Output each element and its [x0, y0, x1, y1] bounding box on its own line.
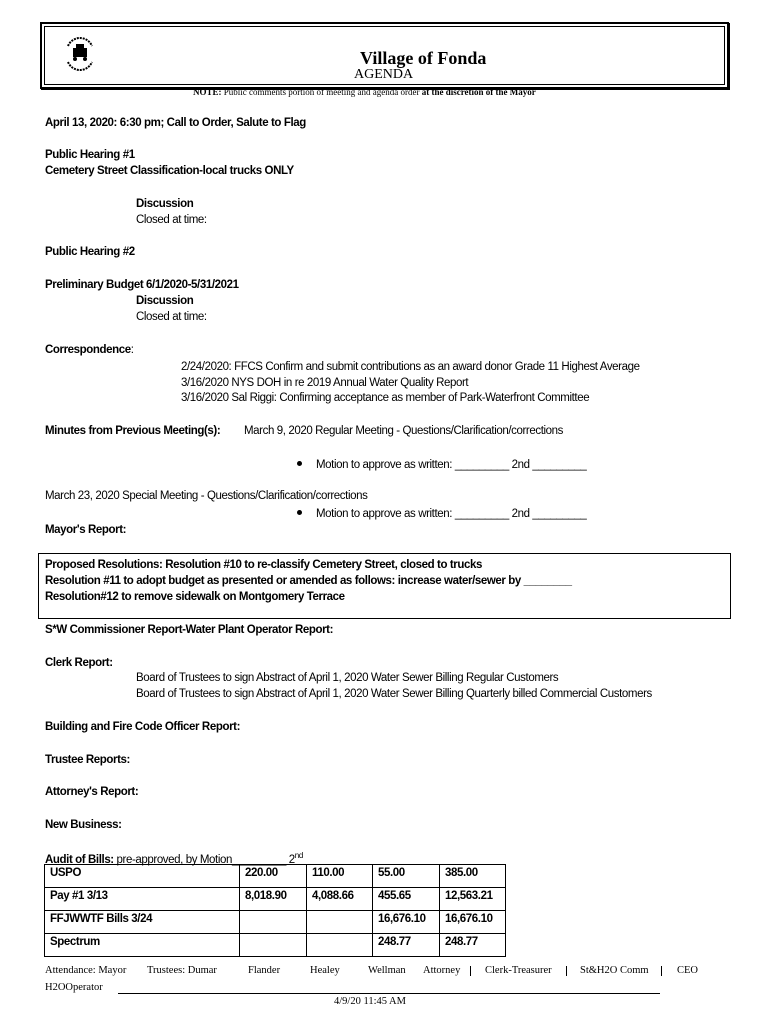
- attendance-mayor: Attendance: Mayor: [45, 965, 127, 976]
- bill-cell: 455.65: [373, 888, 440, 911]
- bill-cell: 220.00: [240, 865, 307, 888]
- budget-title: Preliminary Budget 6/1/2020-5/31/2021: [45, 279, 239, 291]
- bill-cell: Pay #1 3/13: [45, 888, 240, 911]
- building-report: Building and Fire Code Officer Report:: [45, 721, 241, 733]
- correspondence-item: 2/24/2020: FFCS Confirm and submit contributions as an award donor Grade 11 Highest Average: [181, 361, 640, 373]
- attendance-name: Attorney: [423, 965, 461, 976]
- attendance-divider: [470, 966, 471, 976]
- minutes-motion: Motion to approve as written: _________ 2nd _________: [297, 459, 586, 471]
- bill-cell: 4,088.66: [307, 888, 373, 911]
- attendance-name: Wellman: [368, 965, 406, 976]
- bill-cell: USPO: [45, 865, 240, 888]
- attorney-report: Attorney's Report:: [45, 786, 139, 798]
- bill-cell: [307, 934, 373, 957]
- hearing2-title: Public Hearing #2: [45, 246, 135, 258]
- attendance-divider: [566, 966, 567, 976]
- bill-cell: 248.77: [440, 934, 506, 957]
- bills-table: [44, 864, 506, 957]
- bill-cell: [307, 911, 373, 934]
- table-row: [45, 865, 506, 888]
- attendance-operator: H2OOperator: [45, 982, 103, 993]
- correspondence-item: 3/16/2020 NYS DOH in re 2019 Annual Water Quality Report: [181, 377, 469, 389]
- bill-cell: [240, 911, 307, 934]
- bill-cell: Spectrum: [45, 934, 240, 957]
- page-title: Village of Fonda: [360, 48, 487, 68]
- attendance-name: Healey: [310, 965, 340, 976]
- attendance-name: Clerk-Treasurer: [485, 965, 552, 976]
- sw-commissioner-report: S*W Commissioner Report-Water Plant Operator Report:: [45, 624, 334, 636]
- attendance-name: Flander: [248, 965, 281, 976]
- budget-closed: Closed at time:: [136, 311, 207, 323]
- bill-cell: 8,018.90: [240, 888, 307, 911]
- audit-of-bills-line: Audit of Bills: pre-approved, by Motion_________ 2nd: [45, 851, 303, 866]
- header-note: NOTE: Public comments portion of meeting and agenda order at the discretion of the Mayor: [193, 87, 536, 97]
- bullet-icon: [297, 461, 302, 466]
- correspondence-heading: Correspondence:: [45, 344, 134, 356]
- bill-cell: 16,676.10: [440, 911, 506, 934]
- attendance-name: CEO: [677, 965, 698, 976]
- bill-cell: FFJWWTF Bills 3/24: [45, 911, 240, 934]
- agenda-subtitle: AGENDA: [354, 67, 414, 82]
- bill-cell: 385.00: [440, 865, 506, 888]
- resolution-line: Proposed Resolutions: Resolution #10 to re-classify Cemetery Street, closed to trucks: [45, 559, 482, 571]
- footer-timestamp: 4/9/20 11:45 AM: [334, 996, 406, 1007]
- bill-cell: [240, 934, 307, 957]
- hearing1-closed: Closed at time:: [136, 214, 207, 226]
- attendance-divider: [661, 966, 662, 976]
- bill-cell: 16,676.10: [373, 911, 440, 934]
- minutes-label: Minutes from Previous Meeting(s):: [45, 425, 221, 437]
- minutes-second-meeting: March 23, 2020 Special Meeting - Questions/Clarification/corrections: [45, 490, 368, 502]
- table-row: [45, 934, 506, 957]
- bill-cell: 110.00: [307, 865, 373, 888]
- minutes-motion: Motion to approve as written: _________ 2nd _________: [297, 508, 586, 520]
- table-row: [45, 888, 506, 911]
- bill-cell: 55.00: [373, 865, 440, 888]
- bill-cell: 12,563.21: [440, 888, 506, 911]
- hearing1-subject: Cemetery Street Classification-local trucks ONLY: [45, 165, 294, 177]
- bullet-icon: [297, 510, 302, 515]
- new-business: New Business:: [45, 819, 122, 831]
- correspondence-item: 3/16/2020 Sal Riggi: Confirming acceptance as member of Park-Waterfront Committee: [181, 392, 590, 404]
- minutes-first-meeting: March 9, 2020 Regular Meeting - Questions/Clarification/corrections: [244, 425, 563, 437]
- resolution-line: Resolution#12 to remove sidewalk on Montgomery Terrace: [45, 591, 345, 603]
- budget-discussion: Discussion: [136, 295, 194, 307]
- signature-line: [118, 993, 660, 994]
- mayor-report: Mayor's Report:: [45, 524, 127, 536]
- hearing1-title: Public Hearing #1: [45, 149, 135, 161]
- village-seal-icon: [60, 32, 100, 72]
- attendance-name: Trustees: Dumar: [147, 965, 217, 976]
- call-to-order: April 13, 2020: 6:30 pm; Call to Order, Salute to Flag: [45, 117, 306, 129]
- hearing1-discussion: Discussion: [136, 198, 194, 210]
- clerk-item: Board of Trustees to sign Abstract of April 1, 2020 Water Sewer Billing Quarterly billed Commercial Customers: [136, 688, 652, 700]
- resolution-line: Resolution #11 to adopt budget as presented or amended as follows: increase water/sewer by ________: [45, 575, 572, 587]
- clerk-item: Board of Trustees to sign Abstract of April 1, 2020 Water Sewer Billing Regular Customers: [136, 672, 559, 684]
- table-row: [45, 911, 506, 934]
- bill-cell: 248.77: [373, 934, 440, 957]
- trustee-reports: Trustee Reports:: [45, 754, 130, 766]
- clerk-report-label: Clerk Report:: [45, 657, 113, 669]
- attendance-name: St&H2O Comm: [580, 965, 649, 976]
